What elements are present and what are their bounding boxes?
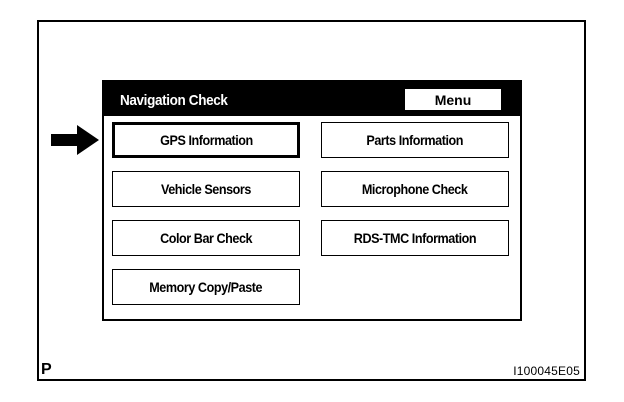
color-bar-check-button[interactable] — [112, 220, 300, 256]
title-bar — [104, 82, 520, 116]
menu-button[interactable]: Menu — [405, 89, 501, 110]
memory-copy-paste-label: Memory Copy/Paste — [149, 279, 263, 295]
arrow-right-icon — [51, 125, 99, 155]
navigation-check-screen — [102, 80, 522, 321]
rds-tmc-information-button[interactable] — [321, 220, 509, 256]
memory-copy-paste-button[interactable] — [112, 269, 300, 305]
parts-information-label: Parts Information — [366, 132, 464, 148]
microphone-check-button[interactable] — [321, 171, 509, 207]
vehicle-sensors-button[interactable] — [112, 171, 300, 207]
screen-title: Navigation Check — [120, 92, 228, 109]
parts-information-button[interactable] — [321, 122, 509, 158]
rds-tmc-information-label: RDS-TMC Information — [353, 230, 477, 246]
corner-mark: P — [41, 361, 52, 378]
gps-information-label: GPS Information — [159, 132, 253, 148]
gps-information-button[interactable] — [112, 122, 300, 158]
color-bar-check-label: Color Bar Check — [160, 230, 252, 246]
figure-id: I100045E05 — [513, 364, 580, 378]
vehicle-sensors-label: Vehicle Sensors — [161, 181, 251, 197]
microphone-check-label: Microphone Check — [362, 181, 468, 197]
